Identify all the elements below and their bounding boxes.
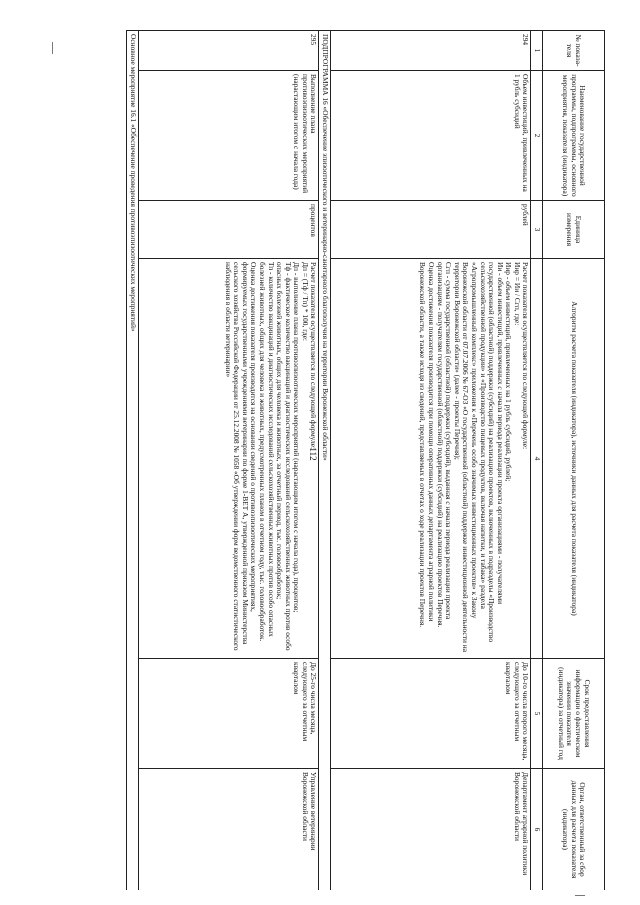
column-number: 6 (531, 769, 543, 891)
column-number: 2 (531, 71, 543, 201)
algorithm-line: Иир - объем инвестиций, привлеченных на 1 рубль субсидий, рублей; (504, 262, 514, 482)
indicator-name: Выполнение плана противоэпизоотических мероприятий (нарастающим итогом с начала года) (139, 71, 319, 201)
responsible-body: Управление ветеринарии Воронежской области (139, 769, 319, 891)
rotated-table-page (60, 30, 605, 890)
header-algorithm: Алгоритм расчета показателя (индикатора), источники данных для расчета показателя (индикатора) (543, 259, 605, 659)
unit: процентов (139, 201, 319, 259)
scan-mark (575, 895, 585, 896)
responsible-body: Департамент аграрной политики Воронежской области (331, 769, 531, 891)
main-activity-title: Основное мероприятие 16.1 «Обеспечение проведения противоэпизоотических мероприятий» (127, 31, 139, 891)
subprogram-title: ПОДПРОГРАММА 16 «Обеспечение эпизоотического и ветеринарно-санитарного благополучия на территории Воронежской области» (319, 31, 331, 891)
deadline: До 25-го числа месяца, следующего за отчетным кварталом (139, 659, 319, 769)
algorithm-line: Сгп - сумма государственной (областной) поддержки (субсидий), выданная с начала периода реализации проекта организациям - получателям государственной (областной) поддержки (субсидий) на реализацию проектов Перечня. (435, 262, 454, 628)
algorithm-line: Тп - количество вакцинаций и диагностических исследований сельскохозяйственных животных против особо опасных болезней животных, общих для человека и животных, предусмотренных планом в отчетном году, тыс. головообработок. (257, 262, 276, 642)
header-row (543, 31, 605, 891)
algorithm-line: Ии - объем инвестиций, привлеченных с начала периода реализации проекта организациями - получателями государственной (областной) поддержки (субсидий) на реализацию проектов, включенных в подразделы «Производство сельскохозяйственной продукции» и «Производство пищевых продуктов, включая напитки, и табака» раздела «Агропромышленный комплекс» приложения к «Перечень особо значимых инвестиционных проектов» к Закону Воронежской области от 07.07.2006 № 67-ОЗ «О государственной (областной) поддержке инвестиционной деятельности на территории Воронежской области» (далее - проекты Перечня); (452, 262, 505, 652)
header-number: № показа- теля (543, 31, 605, 71)
header-responsible: Орган, ответственный за сбор данных для расчета показателя (индикатора) (543, 769, 605, 891)
table-row (331, 31, 531, 891)
algorithm-line: Расчет показателя осуществляется по следующей формуле: (521, 262, 531, 450)
page-number: 112 (308, 447, 318, 461)
algorithm-line: Дп = (Тф / Тп) * 100, где: (300, 262, 310, 341)
row-number: 294 (331, 31, 531, 71)
algorithm-line: Расчет показателя осуществляется по следующей формуле: (309, 262, 319, 450)
main-activity-row (127, 31, 139, 891)
unit: рублей (331, 201, 531, 259)
algorithm-line: Оценка достижения показателя производится на основании сведений о противоэпизоотических мероприятиях, формируемых государственными учреждениями ветеринарии по форме 1-ВЕТ А, утвержденной приказом Министерства сельского хозяйства Российской Федерации от 25.12.2008 № 1058 «Об утверждении форм ведомственного статистического наблюдения в области ветеринарии» (223, 262, 259, 651)
row-number: 295 (139, 31, 319, 71)
column-numbers-row (531, 31, 543, 891)
column-number: 3 (531, 201, 543, 259)
document-sheet (60, 30, 605, 890)
subprogram-row (319, 31, 331, 891)
header-deadline: Срок предоставления информации о фактическом значении показателя (индикатора) за отчетный год (543, 659, 605, 769)
scan-mark (52, 42, 53, 54)
column-number: 4 (531, 259, 543, 659)
header-name: Наименование государственной программы, подпрограммы, основного мероприятия, показателя (индикатора) (543, 71, 605, 201)
algorithm-line: Оценка достижения показателя производится при помощи оперативных данных департамента аграрной политики Воронежской области, а также исходя из сведений, представляемых в отчетах о ходе реализации проектов Перечня. (418, 262, 437, 628)
indicators-table (126, 30, 605, 890)
table-row (139, 31, 319, 891)
algorithm-cell (331, 259, 531, 659)
deadline: До 10-го числа второго месяца, следующего за отчетным кварталом (331, 659, 531, 769)
algorithm-line: Дп - выполнение плана противоэпизоотических мероприятий (нарастающим итогом с начала года), процентов; (292, 262, 302, 613)
algorithm-line: Иир = Ии / Сгп, где: (512, 262, 522, 326)
algorithm-line: Тф - фактическое количество вакцинаций и диагностических исследований сельскохозяйственных животных против особо опасных болезней животных, общих для человека и животных, за отчетный период, тыс. головообработок; (275, 262, 293, 651)
algorithm-cell (139, 259, 319, 659)
indicator-name: Объем инвестиций, привлеченных на 1 рубль субсидий (331, 71, 531, 201)
header-unit: Единица измерения (543, 201, 605, 259)
column-number: 5 (531, 659, 543, 769)
column-number: 1 (531, 31, 543, 71)
